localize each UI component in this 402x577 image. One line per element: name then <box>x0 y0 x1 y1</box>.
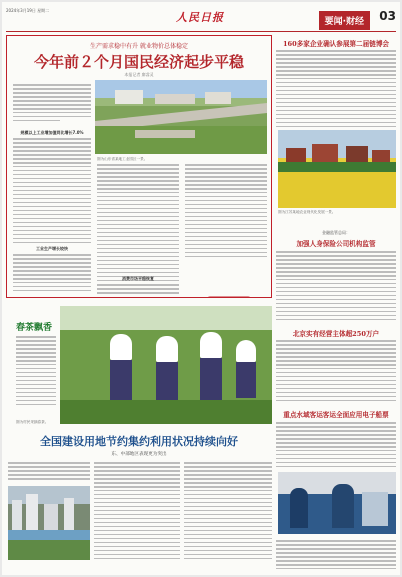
body-text-col <box>276 251 396 323</box>
newspaper-logo: 人民日报 <box>176 11 224 24</box>
body-text-col <box>97 284 179 296</box>
body-text-col <box>276 540 396 572</box>
right-headline-4[interactable]: 重点水域客运客运全面应用电子船票 <box>283 411 389 419</box>
city-photo <box>8 486 90 560</box>
lead-kicker: 生产需求稳中有升 就业物价总体稳定 <box>90 43 188 50</box>
body-text-col <box>276 340 396 404</box>
issue-date: 2024年3月19日 星期二 <box>6 8 50 13</box>
section-label: 要闻·财经 <box>319 11 370 30</box>
commentary-badge-icon <box>204 294 254 298</box>
tea-photo-caption: 图为村民采摘春茶。 <box>16 420 49 424</box>
right-photo-caption: 图为江苏某地农业现代化发展一景。 <box>278 210 336 214</box>
right-headline-1[interactable]: 160多家企业确认参展第二届链博会 <box>282 40 390 48</box>
right-headline-3[interactable]: 北京实有经营主体超250万户 <box>292 330 380 338</box>
right-headline-2[interactable]: 加强人身保险公司机构监管 <box>296 240 376 248</box>
masthead <box>6 5 396 32</box>
body-text-col <box>13 84 91 124</box>
body-text-col <box>16 336 56 408</box>
body-text-col <box>8 462 90 482</box>
page-number: 03 <box>379 9 396 23</box>
lead-subheading-1: 规模以上工业增加值同比增长7.0% <box>20 130 84 135</box>
right-headline-2-kicker: 金融监管总局： <box>322 230 350 235</box>
body-text-col <box>13 254 91 294</box>
feature-title: 春茶飘香 <box>16 323 53 333</box>
lead-photo-caption: 图为山东省某地工业园区一景。 <box>97 157 148 161</box>
tea-photo <box>60 306 272 424</box>
body-text-col <box>97 164 179 284</box>
newspaper-page <box>2 2 400 575</box>
right-bottom-photo <box>278 472 396 534</box>
lead-headline[interactable]: 今年前２个月国民经济起步平稳 <box>33 53 244 71</box>
body-text-col <box>276 50 396 130</box>
lead-byline: 本报记者 廖睿灵 <box>124 72 154 77</box>
body-text-col <box>184 462 272 562</box>
body-text-col <box>276 422 396 470</box>
feature-headline[interactable]: 全国建设用地节约集约利用状况持续向好 <box>40 435 238 448</box>
lead-subheading-3: 消费市场平稳恢复 <box>122 276 154 281</box>
feature-subhead: 东、中部地区表现更为突出 <box>111 452 167 457</box>
body-text-col <box>185 164 267 260</box>
body-text-col <box>13 138 91 246</box>
lead-article[interactable] <box>6 35 272 298</box>
body-text-col <box>94 462 180 562</box>
right-photo <box>278 130 396 208</box>
lead-subheading-2: 工业生产增长较快 <box>36 246 68 251</box>
lead-photo <box>95 80 267 154</box>
